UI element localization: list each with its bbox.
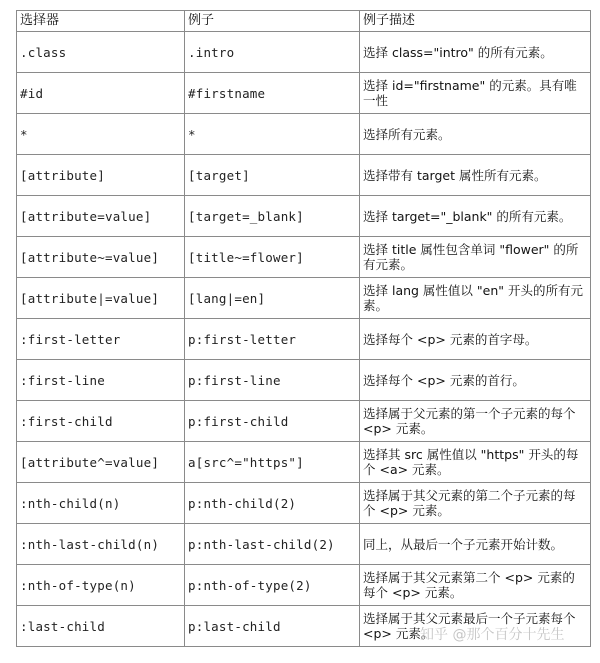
description-cell: 选择其 src 属性值以 "https" 开头的每个 <a> 元素。 — [360, 442, 591, 483]
header-description: 例子描述 — [360, 11, 591, 32]
example-cell: p:last-child — [185, 606, 360, 647]
example-cell: [lang|=en] — [185, 278, 360, 319]
header-example: 例子 — [185, 11, 360, 32]
description-cell: 选择 target="_blank" 的所有元素。 — [360, 196, 591, 237]
header-selector: 选择器 — [17, 11, 185, 32]
description-cell: 选择属于其父元素的第二个子元素的每个 <p> 元素。 — [360, 483, 591, 524]
selector-cell: :first-letter — [17, 319, 185, 360]
example-cell: [target] — [185, 155, 360, 196]
selector-cell: :last-child — [17, 606, 185, 647]
selector-cell: :nth-last-child(n) — [17, 524, 185, 565]
table-row — [17, 442, 591, 483]
selector-cell: :first-child — [17, 401, 185, 442]
table-row — [17, 196, 591, 237]
selector-cell: [attribute] — [17, 155, 185, 196]
table-row — [17, 319, 591, 360]
description-cell: 选择 class="intro" 的所有元素。 — [360, 32, 591, 73]
description-cell: 选择 title 属性包含单词 "flower" 的所有元素。 — [360, 237, 591, 278]
table-row — [17, 483, 591, 524]
description-cell: 选择 id="firstname" 的元素。具有唯一性 — [360, 73, 591, 114]
table-header-row — [17, 11, 591, 32]
example-cell: #firstname — [185, 73, 360, 114]
selector-cell: :first-line — [17, 360, 185, 401]
example-cell: p:nth-last-child(2) — [185, 524, 360, 565]
description-cell: 选择每个 <p> 元素的首字母。 — [360, 319, 591, 360]
selector-cell: :nth-child(n) — [17, 483, 185, 524]
table-row — [17, 32, 591, 73]
table-row — [17, 73, 591, 114]
example-cell: * — [185, 114, 360, 155]
example-cell: p:first-letter — [185, 319, 360, 360]
description-cell: 选择属于其父元素第二个 <p> 元素的每个 <p> 元素。 — [360, 565, 591, 606]
table-row — [17, 237, 591, 278]
example-cell: p:nth-of-type(2) — [185, 565, 360, 606]
table-row — [17, 155, 591, 196]
example-cell: .intro — [185, 32, 360, 73]
selector-cell: [attribute~=value] — [17, 237, 185, 278]
watermark: 知乎 @那个百分十先生 — [420, 627, 565, 643]
table-row — [17, 278, 591, 319]
description-cell: 同上，从最后一个子元素开始计数。 — [360, 524, 591, 565]
table-row — [17, 114, 591, 155]
description-cell: 选择属于父元素的第一个子元素的每个 <p> 元素。 — [360, 401, 591, 442]
css-selector-table — [16, 10, 591, 647]
example-cell: [title~=flower] — [185, 237, 360, 278]
table-row — [17, 565, 591, 606]
example-cell: p:first-child — [185, 401, 360, 442]
selector-cell: [attribute|=value] — [17, 278, 185, 319]
example-cell: [target=_blank] — [185, 196, 360, 237]
table-body — [17, 32, 591, 647]
selector-cell: #id — [17, 73, 185, 114]
description-cell: 选择带有 target 属性所有元素。 — [360, 155, 591, 196]
description-cell: 选择 lang 属性值以 "en" 开头的所有元素。 — [360, 278, 591, 319]
example-cell: a[src^="https"] — [185, 442, 360, 483]
example-cell: p:first-line — [185, 360, 360, 401]
description-cell: 选择属于其父元素最后一个子元素每个 <p> 元素。 — [360, 606, 591, 647]
table-row — [17, 524, 591, 565]
example-cell: p:nth-child(2) — [185, 483, 360, 524]
selector-cell: .class — [17, 32, 185, 73]
description-cell: 选择所有元素。 — [360, 114, 591, 155]
table-row — [17, 401, 591, 442]
selector-cell: [attribute^=value] — [17, 442, 185, 483]
selector-cell: :nth-of-type(n) — [17, 565, 185, 606]
selector-cell: [attribute=value] — [17, 196, 185, 237]
description-cell: 选择每个 <p> 元素的首行。 — [360, 360, 591, 401]
table-row — [17, 360, 591, 401]
selector-cell: * — [17, 114, 185, 155]
